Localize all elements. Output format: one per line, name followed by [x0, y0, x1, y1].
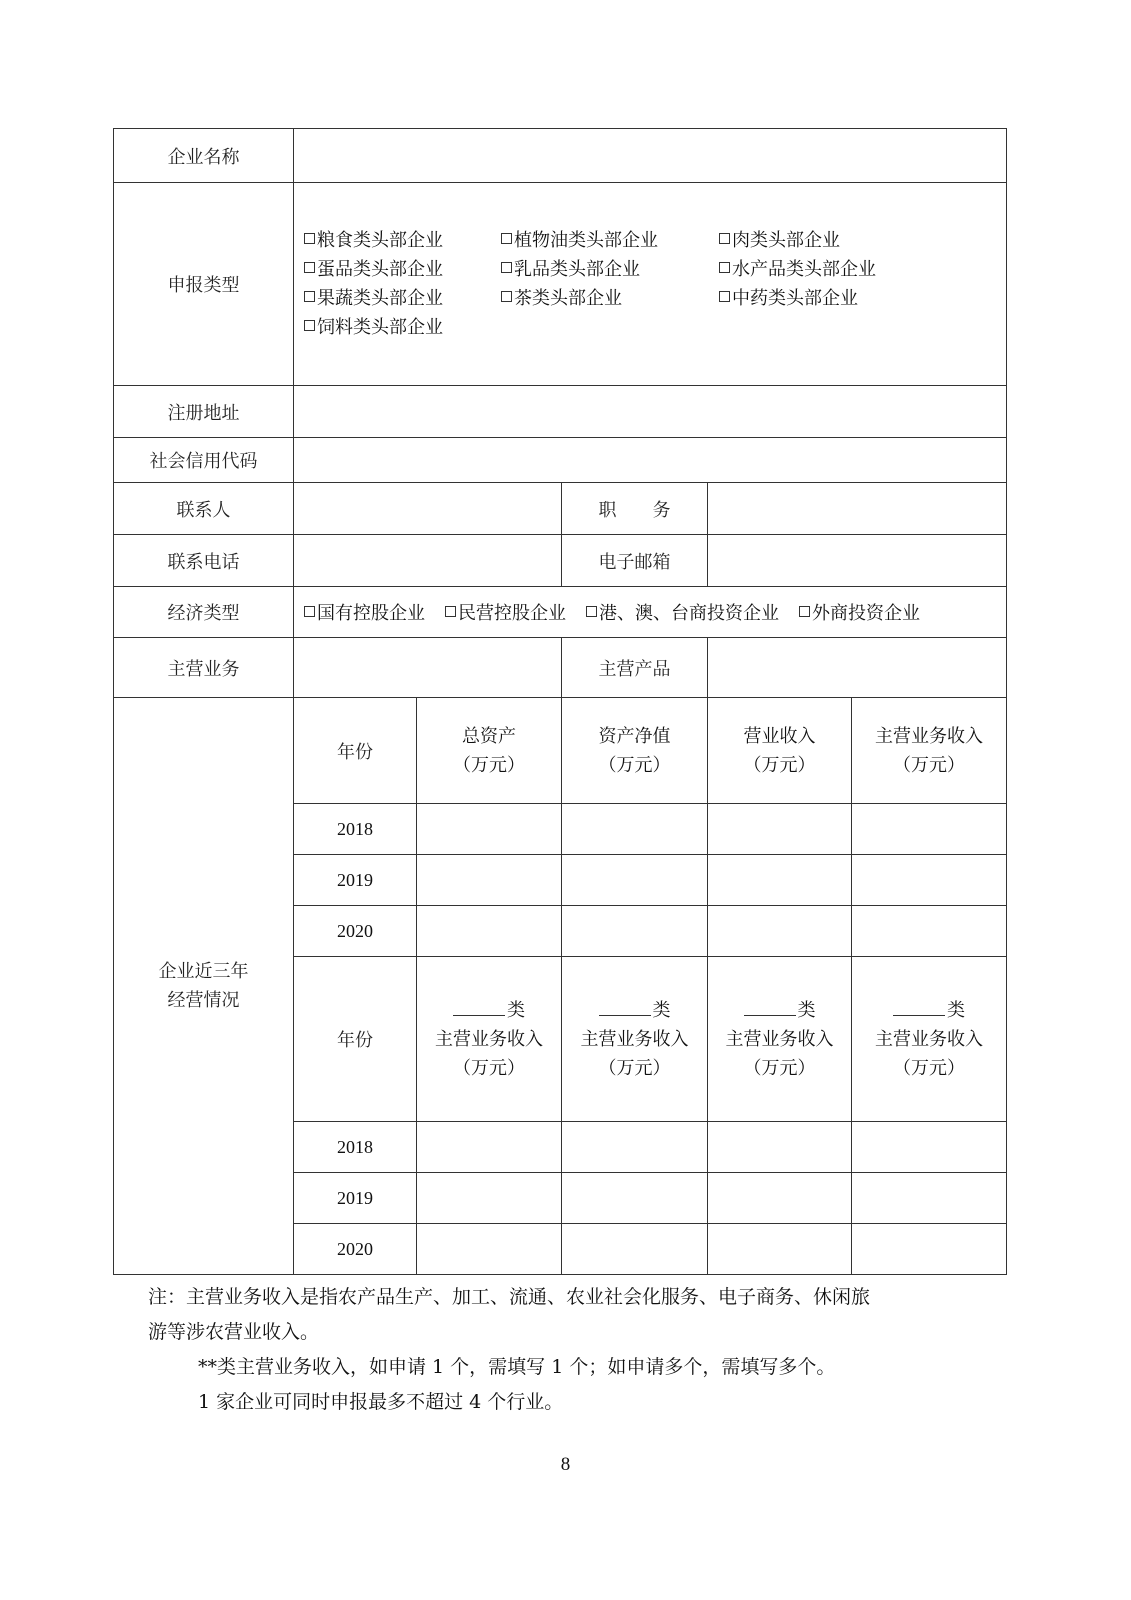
data-cell[interactable] [562, 855, 708, 906]
data-cell[interactable] [852, 804, 1007, 855]
column-header-net-assets [562, 698, 708, 804]
option-label: 茶类头部企业 [514, 288, 622, 309]
data-cell[interactable] [562, 1173, 708, 1224]
declare-type-label: 申报类型 [114, 183, 294, 386]
checkbox-icon[interactable] [304, 233, 315, 244]
year-cell: 2020 [294, 1224, 417, 1275]
declare-option[interactable] [719, 226, 919, 255]
column-name: 主营业务收入 [875, 1028, 984, 1050]
year-cell: 2019 [294, 855, 417, 906]
option-label: 乳品类头部企业 [514, 259, 640, 280]
checkbox-icon[interactable] [501, 233, 512, 244]
data-cell[interactable] [852, 1122, 1007, 1173]
checkbox-icon[interactable] [304, 606, 315, 617]
economy-type-options [294, 587, 1007, 638]
data-cell[interactable] [417, 855, 562, 906]
checkbox-icon[interactable] [501, 291, 512, 302]
note-line: 注：主营业务收入是指农产品生产、加工、流通、农业社会化服务、电子商务、休闲旅 [148, 1286, 871, 1308]
option-label: 民营控股企业 [458, 603, 566, 624]
operations-label-line2: 经营情况 [167, 990, 240, 1011]
note-line: 1 家企业可同时申报最多不超过 4 个行业。 [198, 1391, 564, 1413]
position-field[interactable] [708, 483, 1007, 535]
page-number: 8 [560, 1454, 571, 1475]
data-cell[interactable] [852, 1173, 1007, 1224]
data-cell[interactable] [417, 1173, 562, 1224]
declare-option[interactable] [501, 255, 719, 284]
data-cell[interactable] [708, 1173, 852, 1224]
year-cell: 2019 [294, 1173, 417, 1224]
declare-option[interactable] [304, 255, 501, 284]
checkbox-icon[interactable] [304, 291, 315, 302]
category-blank[interactable] [453, 1001, 505, 1016]
address-field[interactable] [294, 386, 1007, 438]
data-cell[interactable] [562, 906, 708, 957]
data-cell[interactable] [417, 804, 562, 855]
column-header-category-revenue [852, 957, 1007, 1122]
data-cell[interactable] [708, 855, 852, 906]
column-name: 主营业务收入 [725, 1028, 834, 1050]
column-name: 主营业务收入 [875, 725, 984, 747]
option-label: 饲料类头部企业 [317, 317, 443, 338]
data-cell[interactable] [852, 855, 1007, 906]
column-unit: （万元） [453, 754, 525, 776]
main-business-field[interactable] [294, 638, 562, 698]
column-unit: （万元） [453, 1057, 525, 1079]
economy-option[interactable] [445, 599, 566, 625]
email-label: 电子邮箱 [562, 535, 708, 587]
credit-code-label: 社会信用代码 [114, 438, 294, 483]
option-label: 国有控股企业 [317, 603, 425, 624]
year-header: 年份 [294, 957, 417, 1122]
phone-label: 联系电话 [114, 535, 294, 587]
checkbox-icon[interactable] [501, 262, 512, 273]
column-header-category-revenue [708, 957, 852, 1122]
declare-option[interactable] [719, 284, 919, 313]
option-label: 果蔬类头部企业 [317, 288, 443, 309]
category-blank[interactable] [744, 1001, 796, 1016]
column-header-category-revenue [562, 957, 708, 1122]
column-name: 主营业务收入 [435, 1028, 543, 1050]
economy-option[interactable] [586, 599, 779, 625]
column-unit: （万元） [743, 1057, 816, 1079]
checkbox-icon[interactable] [799, 606, 810, 617]
declare-option[interactable] [501, 226, 719, 255]
column-name: 营业收入 [743, 725, 816, 747]
declare-option[interactable] [304, 313, 501, 342]
category-suffix: 类 [947, 999, 966, 1021]
declare-option[interactable] [304, 226, 501, 255]
column-unit: （万元） [893, 754, 966, 776]
year-cell: 2020 [294, 906, 417, 957]
main-product-label: 主营产品 [562, 638, 708, 698]
data-cell[interactable] [417, 906, 562, 957]
checkbox-icon[interactable] [586, 606, 597, 617]
company-name-field[interactable] [294, 129, 1007, 183]
column-unit: （万元） [598, 1057, 671, 1079]
phone-field[interactable] [294, 535, 562, 587]
email-field[interactable] [708, 535, 1007, 587]
data-cell[interactable] [852, 1224, 1007, 1275]
category-suffix: 类 [797, 999, 816, 1021]
economy-option[interactable] [304, 599, 425, 625]
option-label: 外商投资企业 [812, 603, 920, 624]
column-header-revenue [708, 698, 852, 804]
data-cell[interactable] [417, 1122, 562, 1173]
data-cell[interactable] [852, 906, 1007, 957]
column-unit: （万元） [893, 1057, 966, 1079]
checkbox-icon[interactable] [304, 320, 315, 331]
year-cell: 2018 [294, 804, 417, 855]
contact-field[interactable] [294, 483, 562, 535]
year-header: 年份 [294, 698, 417, 804]
category-suffix: 类 [507, 999, 525, 1021]
note-line: **类主营业务收入，如申请 1 个，需填写 1 个；如申请多个，需填写多个。 [198, 1356, 836, 1378]
main-product-field[interactable] [708, 638, 1007, 698]
data-cell[interactable] [708, 1224, 852, 1275]
declare-type-options [294, 183, 1007, 386]
column-unit: （万元） [598, 754, 671, 776]
column-header-category-revenue [417, 957, 562, 1122]
notes-section [148, 1280, 978, 1420]
option-label: 粮食类头部企业 [317, 230, 443, 251]
data-cell[interactable] [417, 1224, 562, 1275]
checkbox-icon[interactable] [719, 291, 730, 302]
data-cell[interactable] [708, 1122, 852, 1173]
main-business-label: 主营业务 [114, 638, 294, 698]
column-unit: （万元） [743, 754, 816, 776]
checkbox-icon[interactable] [719, 233, 730, 244]
data-cell[interactable] [562, 1122, 708, 1173]
data-cell[interactable] [562, 1224, 708, 1275]
category-blank[interactable] [599, 1001, 651, 1016]
option-label: 港、澳、台商投资企业 [599, 603, 779, 624]
data-cell[interactable] [708, 804, 852, 855]
option-label: 肉类头部企业 [732, 230, 840, 251]
checkbox-icon[interactable] [304, 262, 315, 273]
note-line: 游等涉农营业收入。 [148, 1321, 320, 1343]
economy-option[interactable] [799, 599, 920, 625]
checkbox-icon[interactable] [719, 262, 730, 273]
column-header-total-assets [417, 698, 562, 804]
company-name-label: 企业名称 [114, 129, 294, 183]
option-label: 蛋品类头部企业 [317, 259, 443, 280]
declare-option[interactable] [304, 284, 501, 313]
declare-option[interactable] [501, 284, 719, 313]
year-cell: 2018 [294, 1122, 417, 1173]
category-suffix: 类 [652, 999, 671, 1021]
column-header-main-revenue [852, 698, 1007, 804]
application-form-table [113, 128, 1007, 1275]
data-cell[interactable] [708, 906, 852, 957]
column-name: 资产净值 [598, 725, 671, 747]
economy-type-label: 经济类型 [114, 587, 294, 638]
checkbox-icon[interactable] [445, 606, 456, 617]
operations-label-line1: 企业近三年 [158, 961, 249, 982]
declare-option[interactable] [719, 255, 919, 284]
credit-code-field[interactable] [294, 438, 1007, 483]
contact-label: 联系人 [114, 483, 294, 535]
data-cell[interactable] [562, 804, 708, 855]
address-label: 注册地址 [114, 386, 294, 438]
operations-label [114, 698, 294, 1275]
option-label: 植物油类头部企业 [514, 230, 658, 251]
category-blank[interactable] [893, 1001, 945, 1016]
column-name: 总资产 [462, 725, 516, 747]
position-label: 职 务 [562, 483, 708, 535]
option-label: 水产品类头部企业 [732, 259, 876, 280]
column-name: 主营业务收入 [580, 1028, 689, 1050]
option-label: 中药类头部企业 [732, 288, 858, 309]
